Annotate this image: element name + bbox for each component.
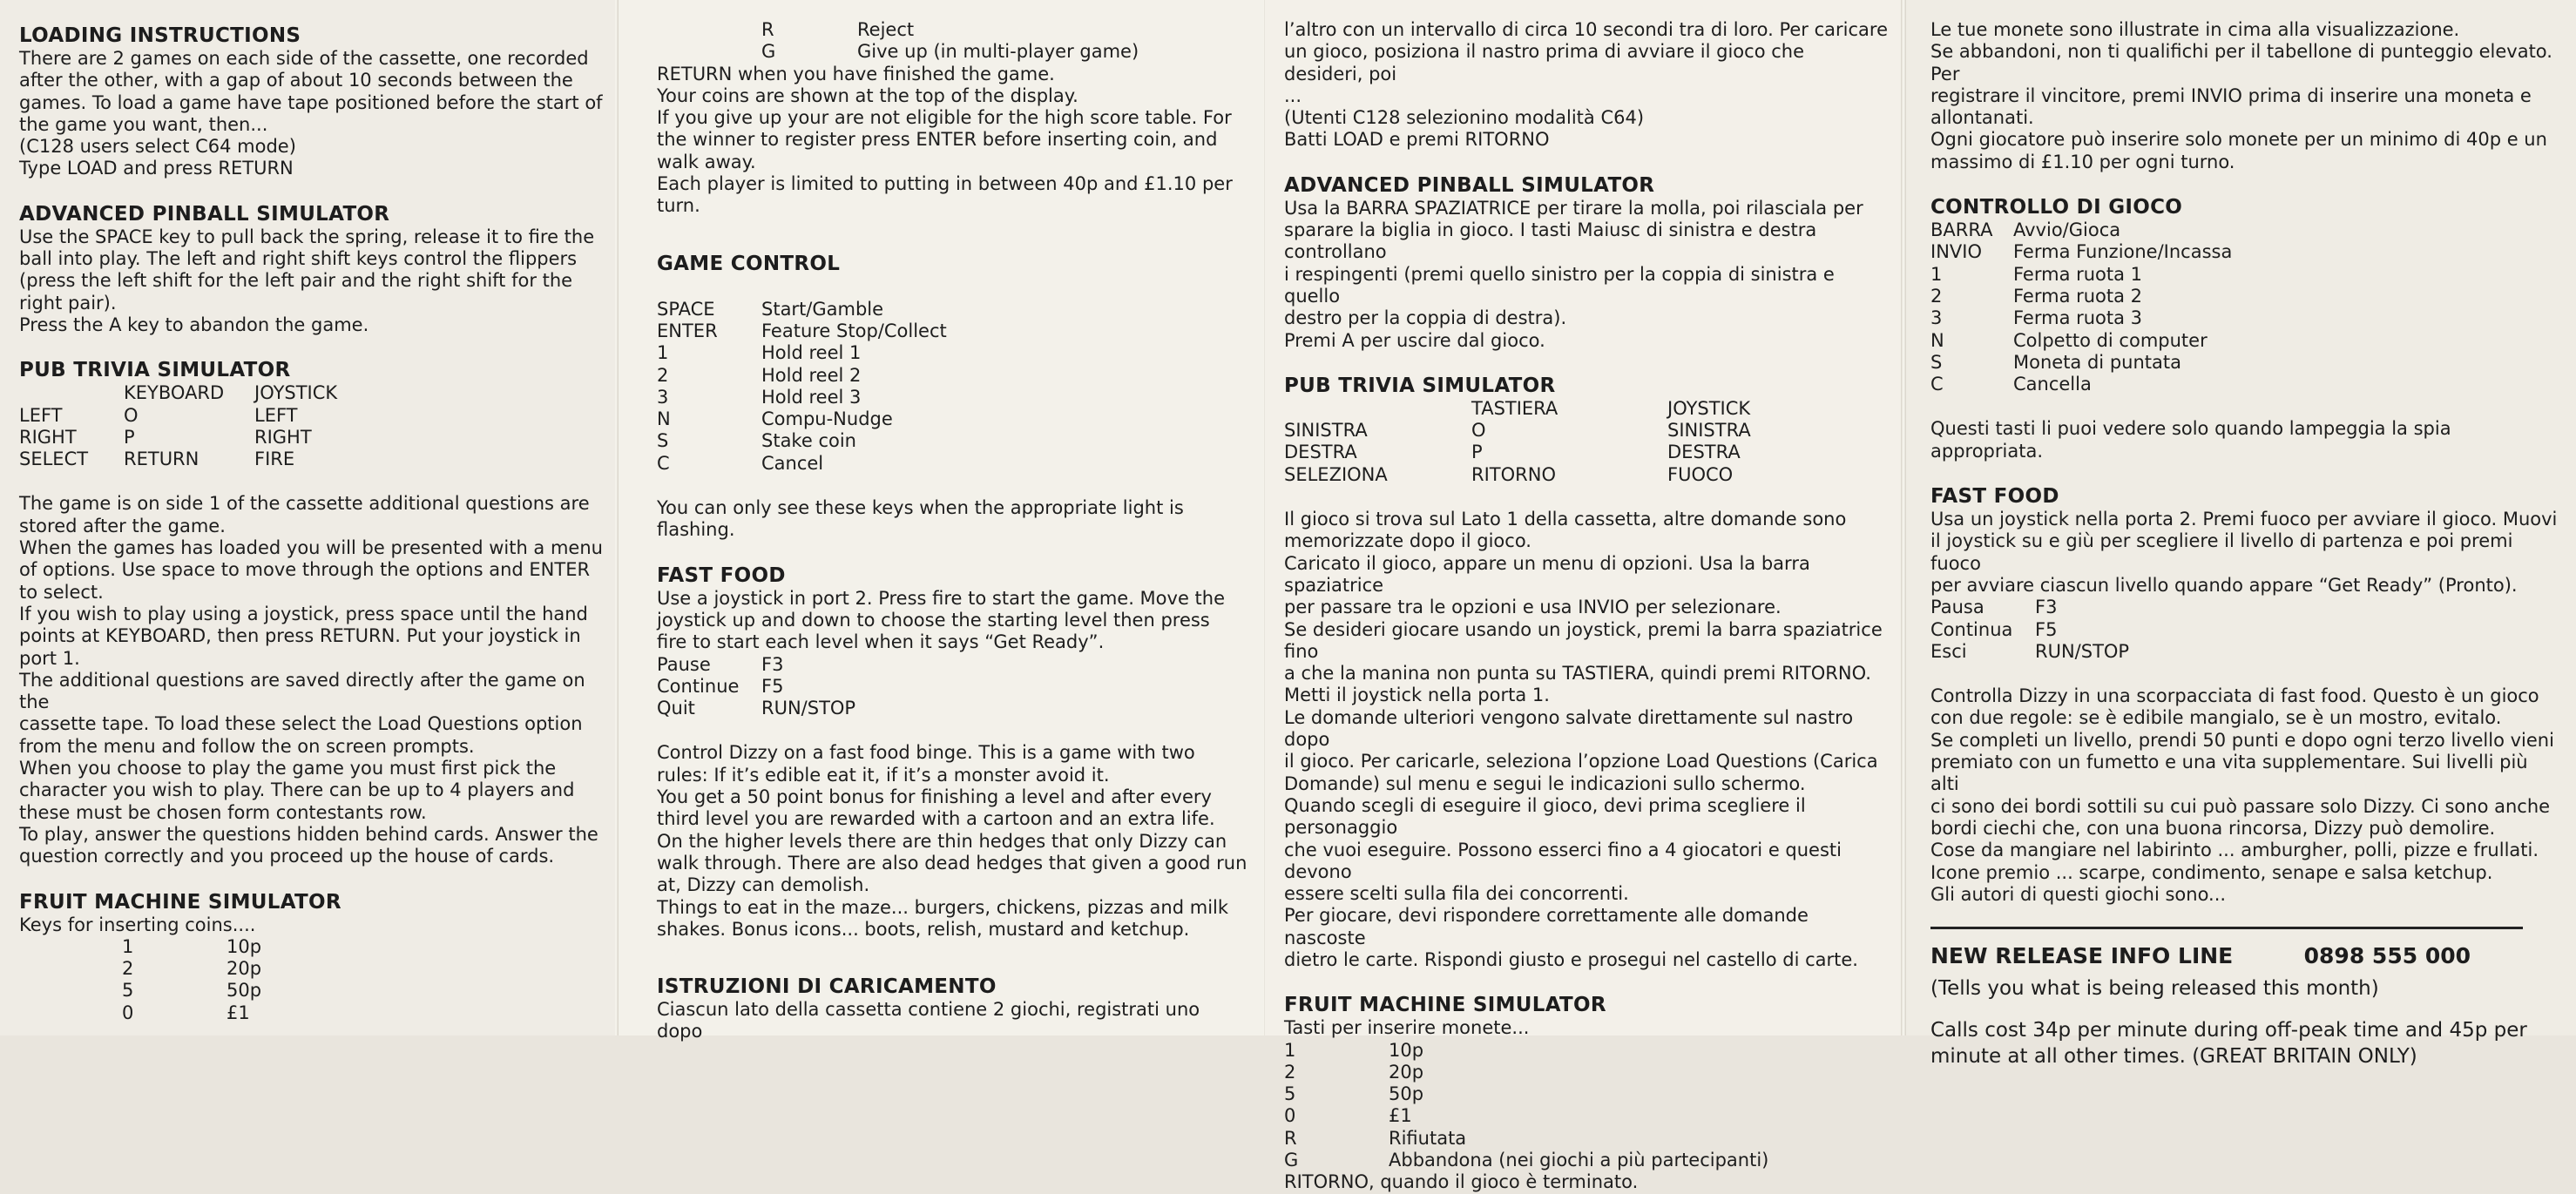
table-cell: Moneta di puntata (2013, 351, 2181, 373)
table-cell: R (1284, 1127, 1297, 1149)
control-table-it (1930, 219, 2362, 395)
table-cell: S (657, 430, 669, 452)
table-row (1930, 307, 2362, 329)
table-row (1284, 442, 1842, 463)
table-cell (1284, 398, 1471, 420)
text-line: Press the A key to abandon the game. (19, 314, 369, 335)
text-line: ci sono dei bordi sottili su cui può passare solo Dizzy. Ci sono anche (1930, 795, 2551, 817)
table-row (761, 19, 1206, 41)
text-line: points at KEYBOARD, then press RETURN. Put your joystick in (19, 625, 581, 647)
table-cell: FUOCO (1667, 463, 1734, 485)
panel-english-2 (619, 0, 1263, 1042)
table-cell: 2 (122, 958, 134, 980)
istr-text (657, 999, 1251, 1043)
text-line: Usa la BARRA SPAZIATRICE per tirare la molla, poi rilasciala per (1284, 197, 1863, 219)
fast-text-it (1930, 509, 2559, 597)
panel-italian-1 (1265, 0, 1901, 1193)
table-cell: Avvio/Gioca (2013, 219, 2121, 241)
text-line: Each player is limited to putting in between 40p and £1.10 per (657, 173, 1233, 195)
control-title: GAME CONTROL (657, 252, 841, 275)
trivia-title: PUB TRIVIA SIMULATOR (19, 359, 291, 382)
table-cell: Ferma ruota 2 (2013, 285, 2143, 307)
text-line: fire to start each level when it says “Get Ready”. (657, 631, 1105, 653)
table-cell: 3 (1930, 307, 1943, 329)
text-line: cassette tape. To load these select the Load Questions option (19, 713, 583, 735)
table-row (1930, 374, 2362, 395)
text-line: minute at all other times. (GREAT BRITAIN ONLY) (1930, 1045, 2417, 1069)
table-cell: S (1930, 351, 1943, 373)
text-line: un gioco, posiziona il nastro prima di avviare il gioco che desideri, poi (1284, 41, 1804, 84)
text-line: Questi tasti li puoi vedere solo quando lampeggia la spia appropriata. (1930, 418, 2451, 462)
table-cell: F5 (761, 675, 784, 697)
text-line: of options. Use space to move through the options and ENTER (19, 559, 591, 581)
text-line: per avviare ciascun livello quando appare “Get Ready” (Pronto). (1930, 574, 2518, 596)
text-line: Metti il joystick nella porta 1. (1284, 685, 1550, 706)
text-line: bordi ciechi che, con una buona rincorsa, Dizzy può demolire. (1930, 817, 2496, 839)
text-line: con due regole: se è edibile mangialo, se è un mostro, evitalo. (1930, 707, 2502, 729)
table-cell: 2 (1930, 285, 1943, 307)
table-cell: Hold reel 2 (761, 364, 862, 386)
text-line: When the games has loaded you will be presented with a menu (19, 537, 603, 559)
text-line: il joystick su e giù per scegliere il livello di partenza e poi premi fuoco (1930, 530, 2513, 574)
fast-desc (657, 742, 1251, 941)
info-phone: 0898 555 000 (2303, 943, 2471, 969)
panel-italian-2 (1906, 0, 2576, 1069)
table-cell: Rifiutata (1389, 1127, 1467, 1149)
table-cell: 5 (1284, 1083, 1296, 1105)
table-cell: INVIO (1930, 241, 1982, 263)
control-title-it: CONTROLLO DI GIOCO (1930, 196, 2183, 219)
table-cell: Continue (657, 675, 740, 697)
text-line: memorizzate dopo il gioco. (1284, 530, 1531, 552)
text-line: Le tue monete sono illustrate in cima alla visualizzazione. (1930, 19, 2460, 40)
text-line: at, Dizzy can demolish. (657, 874, 870, 896)
table-cell: £1 (226, 1002, 250, 1023)
table-cell: Pausa (1930, 597, 1984, 618)
table-row (1284, 1150, 1824, 1171)
text-line: There are 2 games on each side of the cassette, one recorded (19, 48, 589, 69)
text-line: massimo di £1.10 per ogni turno. (1930, 151, 2235, 172)
table-row (19, 405, 429, 427)
table-cell: SINISTRA (1284, 420, 1368, 442)
text-line: When you choose to play the game you must first pick the (19, 758, 557, 779)
text-line: Se completi un livello, prendi 50 punti e dopo ogni terzo livello vieni (1930, 729, 2554, 751)
table-cell: BARRA (1930, 219, 1993, 241)
table-row (1284, 1062, 1824, 1083)
text-line: essere scelti sulla fila dei concorrenti. (1284, 883, 1629, 905)
table-cell: Start/Gamble (761, 298, 884, 320)
text-line: Premi A per uscire dal gioco. (1284, 329, 1545, 351)
trivia-key-table-it (1284, 398, 1842, 486)
text-line: Controlla Dizzy in una scorpacciata di fast food. Questo è un gioco (1930, 685, 2539, 707)
fast-title: FAST FOOD (657, 563, 786, 587)
text-line: ... (1284, 84, 1302, 106)
text-line: rules: If it’s edible eat it, if it’s a monster avoid it. (657, 764, 1110, 786)
text-line: Type LOAD and press RETURN (19, 158, 294, 179)
table-cell: LEFT (254, 404, 298, 426)
text-line: You can only see these keys when the appropriate light is (657, 497, 1184, 519)
text-line: Calls cost 34p per minute during off-peak time and 45p per (1930, 1019, 2527, 1042)
text-line: Usa un joystick nella porta 2. Premi fuoco per avviare il gioco. Muovi (1930, 509, 2558, 530)
text-line: Use the SPACE key to pull back the spring, release it to fire the (19, 226, 595, 247)
table-cell: Cancella (2013, 374, 2092, 395)
table-row (1930, 597, 2209, 618)
table-cell: C (1930, 374, 1944, 395)
table-cell: 0 (122, 1002, 134, 1023)
text-line: (press the left shift for the left pair and the right shift for the (19, 270, 573, 292)
text-line: Things to eat in the maze... burgers, chickens, pizzas and milk (657, 896, 1229, 918)
table-row (122, 980, 314, 1002)
loading-text (19, 48, 603, 180)
table-cell: FIRE (254, 449, 295, 470)
table-cell: SELEZIONA (1284, 463, 1388, 485)
text-line: turn. (657, 195, 700, 217)
control-note-it (1930, 418, 2559, 462)
fruit-intro: Keys for inserting coins.... (19, 914, 256, 935)
table-cell: C (657, 452, 670, 474)
table-cell: N (1930, 329, 1944, 351)
pinball-title-it: ADVANCED PINBALL SIMULATOR (1284, 173, 1655, 197)
istr-text-cont (1284, 19, 1889, 152)
fast-text (657, 588, 1251, 654)
table-row (1930, 619, 2209, 641)
info-line-header (1930, 945, 2471, 967)
text-line: If you wish to play using a joystick, press space until the hand (19, 603, 588, 624)
text-line: registrare il vincitore, premi INVIO prima di inserire una moneta e (1930, 84, 2532, 106)
table-cell: 3 (657, 386, 669, 408)
table-cell: Hold reel 1 (761, 342, 862, 364)
text-line: after the other, with a gap of about 10 seconds between the (19, 70, 573, 91)
text-line: destro per la coppia di destra). (1284, 307, 1567, 329)
table-cell: Compu-Nudge (761, 408, 893, 430)
text-line: the winner to register press ENTER before inserting coin, and (657, 129, 1218, 151)
table-cell: DESTRA (1284, 442, 1357, 463)
table-cell: 5 (122, 980, 134, 1002)
text-line: You get a 50 point bonus for finishing a level and after every (657, 786, 1212, 808)
table-row (1930, 641, 2209, 663)
table-cell: 20p (226, 958, 262, 980)
table-cell: 50p (1389, 1083, 1424, 1105)
table-cell: KEYBOARD (124, 382, 225, 404)
table-cell: N (657, 408, 671, 430)
table-row (657, 342, 1110, 364)
text-line: i respingenti (premi quello sinistro per la coppia di sinistra e quello (1284, 263, 1835, 307)
text-line: l’altro con un intervallo di circa 10 secondi tra di loro. Per caricare (1284, 19, 1888, 40)
text-line: stored after the game. (19, 515, 226, 536)
table-cell: SINISTRA (1667, 420, 1751, 442)
table-row (19, 382, 429, 404)
text-line: from the menu and follow the on screen prompts. (19, 735, 475, 757)
table-row (657, 698, 936, 719)
text-line: Le domande ulteriori vengono salvate direttamente sul nastro dopo (1284, 706, 1854, 751)
pinball-text (19, 226, 603, 336)
table-cell: DESTRA (1667, 442, 1741, 463)
table-row (657, 365, 1110, 387)
pinball-text-it (1284, 198, 1889, 352)
table-row (19, 449, 429, 470)
text-line: to select. (19, 581, 104, 603)
istr-title: ISTRUZIONI DI CARICAMENTO (657, 975, 997, 999)
table-cell: Cancel (761, 452, 824, 474)
loading-title: LOADING INSTRUCTIONS (19, 24, 301, 47)
text-line: shakes. Bonus icons... boots, relish, mustard and ketchup. (657, 918, 1190, 940)
table-cell: P (1471, 442, 1483, 463)
fast-keys-table (657, 654, 936, 720)
table-row (761, 41, 1206, 63)
table-cell: TASTIERA (1471, 397, 1558, 419)
text-line: RETURN when you have finished the game. (657, 63, 1055, 84)
fast-title-it: FAST FOOD (1930, 485, 2059, 509)
table-row (122, 936, 314, 958)
table-row (122, 958, 314, 980)
table-cell: 10p (1389, 1039, 1424, 1061)
text-line: If you give up your are not eligible for the high score table. For (657, 107, 1232, 129)
fruit-text-top-it (1930, 19, 2559, 173)
table-cell: Abbandona (nei giochi a più partecipanti) (1389, 1150, 1769, 1171)
fruit-coin-table-it (1284, 1040, 1824, 1172)
table-cell: 1 (122, 935, 134, 957)
text-line: Icone premio ... scarpe, condimento, senape e salsa ketchup. (1930, 861, 2493, 883)
table-cell: O (124, 404, 139, 426)
text-line: dietro le carte. Rispondi giusto e prosegui nel castello di carte. (1284, 948, 1858, 970)
table-cell: Ferma ruota 3 (2013, 307, 2143, 329)
text-line: character you wish to play. There can be up to 4 players and (19, 779, 575, 801)
table-cell: G (1284, 1150, 1299, 1171)
text-line: the game you want, then... (19, 113, 268, 135)
table-cell: F5 (2035, 618, 2058, 640)
text-line: per passare tra le opzioni e usa INVIO per selezionare. (1284, 597, 1782, 618)
table-row (657, 453, 1110, 475)
table-row (1284, 1083, 1824, 1105)
trivia-text (19, 493, 603, 867)
table-row (657, 430, 1110, 452)
table-row (1930, 286, 2362, 307)
table-cell (19, 382, 124, 404)
table-cell: Esci (1930, 640, 1967, 662)
table-cell: Give up (in multi-player game) (857, 41, 1139, 63)
table-cell: 50p (226, 980, 262, 1002)
text-line: allontanati. (1930, 107, 2034, 129)
trivia-key-table (19, 382, 429, 470)
table-cell: SELECT (19, 449, 89, 470)
table-cell: Ferma Funzione/Incassa (2013, 241, 2233, 263)
fruit-end-it: RITORNO, quando il gioco è terminato. (1284, 1171, 1639, 1193)
table-cell: Hold reel 3 (761, 386, 862, 408)
text-line: walk away. (657, 151, 756, 172)
text-line: Se desideri giocare usando un joystick, premi la barra spaziatrice fino (1284, 618, 1883, 662)
table-row (1930, 241, 2362, 263)
table-row (1930, 330, 2362, 352)
panel-english-1 (0, 0, 615, 1035)
text-line: To play, answer the questions hidden behind cards. Answer the (19, 823, 598, 845)
fruit-keys-top (761, 19, 1206, 64)
table-cell: £1 (1389, 1105, 1412, 1127)
table-cell: Colpetto di computer (2013, 329, 2208, 351)
table-cell: 20p (1389, 1061, 1424, 1083)
table-cell: 1 (657, 342, 669, 364)
fruit-title: FRUIT MACHINE SIMULATOR (19, 890, 341, 914)
text-line: Use a joystick in port 2. Press fire to start the game. Move the (657, 587, 1226, 609)
text-line: (Utenti C128 selezionino modalità C64) (1284, 107, 1645, 129)
text-line: Cose da mangiare nel labirinto ... amburgher, polli, pizze e frullati. (1930, 840, 2539, 861)
table-cell: Pause (657, 653, 711, 675)
divider-rule (1930, 927, 2523, 929)
text-line: walk through. There are also dead hedges that given a good run (657, 852, 1247, 874)
table-row (1284, 398, 1842, 420)
table-cell: JOYSTICK (1667, 397, 1751, 419)
fruit-title-it: FRUIT MACHINE SIMULATOR (1284, 994, 1606, 1017)
table-row (1284, 1128, 1824, 1150)
fast-keys-table-it (1930, 597, 2209, 663)
text-line: these must be chosen form contestants row. (19, 801, 427, 823)
table-cell: R (761, 19, 774, 40)
table-cell: Ferma ruota 1 (2013, 263, 2143, 285)
text-line: The game is on side 1 of the cassette additional questions are (19, 493, 590, 515)
table-row (19, 427, 429, 449)
control-note (657, 497, 1251, 542)
table-row (1930, 219, 2362, 241)
text-line: question correctly and you proceed up the house of cards. (19, 846, 555, 867)
table-cell: P (124, 426, 135, 448)
text-line: a che la manina non punta su TASTIERA, quindi premi RITORNO. (1284, 663, 1871, 685)
fast-desc-it (1930, 685, 2559, 906)
table-cell: RIGHT (19, 426, 77, 448)
table-cell: O (1471, 420, 1486, 442)
table-cell: 1 (1930, 263, 1943, 285)
table-row (657, 408, 1110, 430)
table-cell: 2 (1284, 1061, 1296, 1083)
table-row (1284, 420, 1842, 442)
text-line: flashing. (657, 519, 735, 541)
text-line: ball into play. The left and right shift keys control the flippers (19, 248, 578, 270)
table-cell: RITORNO (1471, 463, 1556, 485)
table-cell: G (761, 41, 776, 63)
table-cell: SPACE (657, 298, 715, 320)
table-cell: RIGHT (254, 426, 312, 448)
control-table (657, 299, 1110, 475)
text-line: On the higher levels there are thin hedges that only Dizzy can (657, 830, 1227, 852)
table-row (657, 654, 936, 676)
table-cell: LEFT (19, 404, 63, 426)
text-line: Caricato il gioco, appare un menu di opzioni. Usa la barra spaziatrice (1284, 552, 1810, 596)
text-line: Il gioco si trova sul Lato 1 della cassetta, altre domande sono (1284, 509, 1847, 530)
text-line: Gli autori di questi giochi sono... (1930, 883, 2227, 905)
table-cell: Continua (1930, 618, 2013, 640)
table-cell: F3 (761, 653, 784, 675)
text-line: il gioco. Per caricarle, seleziona l’opzione Load Questions (Carica (1284, 751, 1878, 772)
table-cell: 1 (1284, 1039, 1296, 1061)
table-cell: Quit (657, 698, 695, 719)
text-line: Domande) sul menu e segui le indicazioni sullo schermo. (1284, 772, 1806, 794)
table-row (1930, 264, 2362, 286)
table-cell: RUN/STOP (761, 698, 856, 719)
table-row (657, 299, 1110, 320)
table-cell: RETURN (124, 449, 199, 470)
table-cell: JOYSTICK (254, 382, 338, 404)
table-cell: 10p (226, 935, 262, 957)
text-line: Ciascun lato della cassetta contiene 2 giochi, registrati uno dopo (657, 999, 1200, 1042)
table-cell: 2 (657, 364, 669, 386)
table-row (657, 676, 936, 698)
table-cell: Stake coin (761, 430, 856, 452)
text-line: Se abbandoni, non ti qualifichi per il tabellone di punteggio elevato. Per (1930, 41, 2552, 84)
text-line: Ogni giocatore può inserire solo monete per un minimo di 40p e un (1930, 129, 2547, 151)
table-row (1284, 1040, 1824, 1062)
table-cell: F3 (2035, 597, 2058, 618)
text-line: port 1. (19, 647, 80, 669)
table-row (1284, 464, 1842, 486)
text-line: Batti LOAD e premi RITORNO (1284, 129, 1550, 151)
table-cell: Feature Stop/Collect (761, 320, 947, 341)
text-line: premiato con un fumetto e una vita supplementare. Sui livelli più alti (1930, 752, 2528, 795)
trivia-text-it (1284, 509, 1889, 971)
text-line: joystick up and down to choose the starting level then press (657, 609, 1210, 631)
table-cell: RUN/STOP (2035, 640, 2130, 662)
pinball-title: ADVANCED PINBALL SIMULATOR (19, 202, 390, 226)
table-cell: Reject (857, 19, 915, 40)
text-line: (C128 users select C64 mode) (19, 136, 296, 158)
text-line: Quando scegli di eseguire il gioco, devi prima scegliere il personaggio (1284, 794, 1806, 839)
table-cell: ENTER (657, 320, 718, 341)
fruit-intro-it: Tasti per inserire monete... (1284, 1017, 1530, 1039)
table-row (1284, 1105, 1824, 1127)
table-row (122, 1002, 314, 1024)
text-line: The additional questions are saved directly after the game on the (19, 669, 585, 713)
text-line: Control Dizzy on a fast food binge. This is a game with two (657, 742, 1195, 764)
text-line: che vuoi eseguire. Possono esserci fino a 4 giocatori e questi devono (1284, 839, 1842, 882)
table-row (657, 320, 1110, 342)
text-line: sparare la biglia in gioco. I tasti Maiusc di sinistra e destra controllano (1284, 219, 1817, 263)
trivia-title-it: PUB TRIVIA SIMULATOR (1284, 374, 1556, 397)
info-title: NEW RELEASE INFO LINE (1930, 943, 2234, 969)
text-line: Per giocare, devi rispondere correttamente alle domande nascoste (1284, 905, 1809, 948)
fruit-coin-table (122, 936, 314, 1024)
text-line: third level you are rewarded with a cartoon and an extra life. (657, 808, 1215, 830)
text-line: right pair). (19, 292, 117, 314)
table-row (657, 387, 1110, 408)
table-row (1930, 352, 2362, 374)
fruit-text-top (657, 64, 1251, 218)
info-calls (1930, 1017, 2559, 1069)
text-line: Your coins are shown at the top of the display. (657, 84, 1078, 106)
table-cell: 0 (1284, 1105, 1296, 1127)
info-sub: (Tells you what is being released this month) (1930, 977, 2379, 1001)
text-line: games. To load a game have tape positioned before the start of (19, 91, 603, 113)
